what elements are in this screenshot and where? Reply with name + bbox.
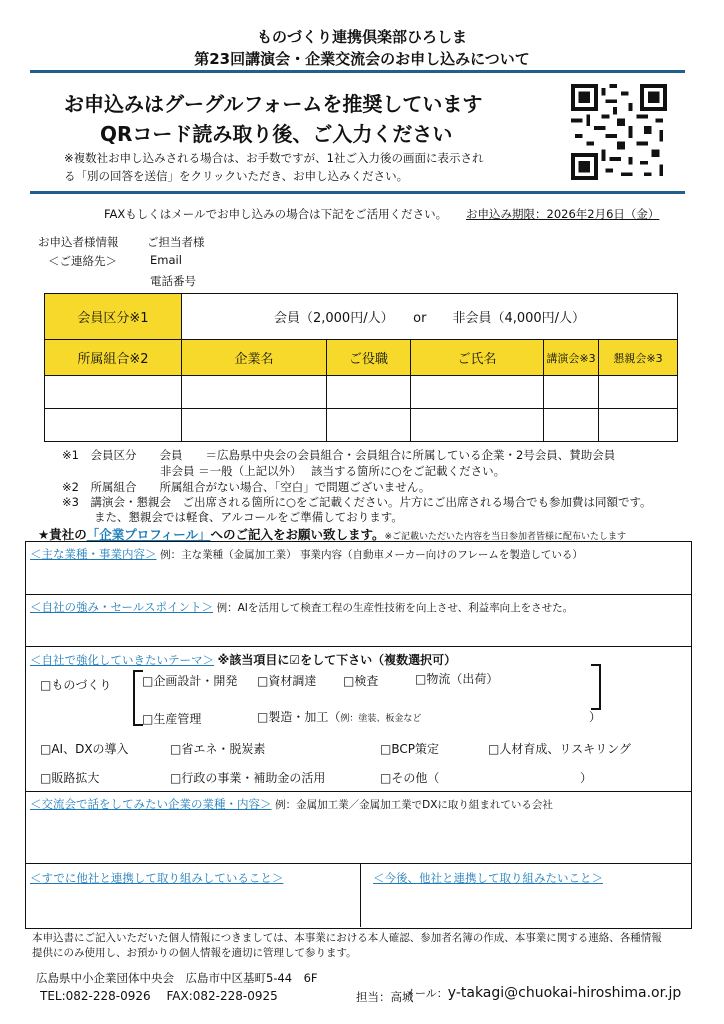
exchange-example: 例：金属加工業／金属加工業でDXに取り組まれている会社 [275,799,553,811]
section-rule [30,191,685,194]
col-union: 所属組合※2 [45,340,182,376]
privacy-line1: 本申込書にご記入いただいた個人情報につきましては、本事業における本人確認、参加者名簿の作成、本事業に関する連絡、各種情報 [32,932,662,944]
note-3: ※3 講演会・懇親会 ご出席される箇所に○をご記載ください。片方にご出席される場合でも参加費は同額です。 [62,495,652,509]
check-seizo[interactable]: □製造・加工（例：塗装、板金など [257,710,422,724]
theme-title: ＜自社で強化していきたいテーマ＞ [30,653,214,667]
col-company: 企業名 [182,340,327,376]
google-line2: QRコード読み取り後、ご入力ください [100,122,453,146]
member-price[interactable]: 会員（2,000円/人） [273,311,388,326]
check-shizai[interactable]: □資材調達 [257,674,317,688]
org-name: ものづくり連携倶楽部ひろしま [256,28,467,46]
theme-note: ※該当項目に☑をして下さい（複数選択可） [217,653,457,667]
already-title: ＜すでに他社と連携して取り組みしていること＞ [30,871,284,885]
business-example: 例：主な業種（金属加工業） 事業内容（自動車メーカー向けのフレームを製造している） [160,549,583,561]
col-position: ご役職 [327,340,411,376]
check-jinzai[interactable]: □人材育成、リスキリング [488,742,631,756]
check-energy[interactable]: □省エネ・脱炭素 [170,742,266,756]
business-section[interactable] [30,546,583,562]
strength-title: ＜自社の強み・セールスポイント＞ [30,600,213,614]
page-title: 第23回講演会・企業交流会のお申し込みについて [194,50,530,68]
check-butsuryu[interactable]: □物流（出荷） [415,672,499,686]
member-category-label: 会員区分※1 [45,294,182,340]
check-ai[interactable]: □AI、DXの導入 [40,742,129,756]
check-kensa[interactable]: □検査 [343,674,379,688]
check-seisan[interactable]: □生産管理 [142,712,202,726]
check-other-close: ） [580,771,593,785]
check-bcp[interactable]: □BCP策定 [380,742,439,756]
exchange-title: ＜交流会で話をしてみたい企業の業種・内容＞ [30,797,272,811]
footer-staff: 担当：高城 [356,990,414,1004]
mail-link[interactable]: y-takagi@chuokai-hiroshima.or.jp [447,985,682,1001]
check-seizo-close: ） [589,710,602,724]
qr-code-icon[interactable] [571,84,667,180]
theme-section [30,651,456,668]
check-gyosei[interactable]: □行政の事業・補助金の活用 [170,771,326,785]
google-note2: る「別の回答を送信」をクリックいただき、お申し込みください。 [64,169,409,183]
registration-table [44,293,678,442]
google-line1: お申込みはグーグルフォームを推奨しています [64,92,483,116]
note-2: ※2 所属組合 所属組合がない場合、「空白」で問題ございません。 [62,480,431,494]
phone-label[interactable]: 電話番号 [150,274,196,288]
table-row[interactable] [45,409,678,442]
profile-heading: ★貴社の「企業プロフィール」へのご記入をお願い致します。※ご記載いただいた内容を当日参加者皆様に配布いたします [38,527,627,542]
deadline: お申込み期限：2026年2月6日（金） [466,207,660,221]
exchange-section[interactable] [30,796,553,812]
footer-tel: TEL:082-228-0926 FAX:082-228-0925 [40,989,278,1003]
bracket-right [591,664,601,710]
or-text: or [413,311,427,326]
check-kikaku[interactable]: □企画設計・開発 [142,674,238,688]
applicant-info-label: お申込者様情報 [38,235,119,249]
profile-link: 「企業プロフィール」 [86,527,211,542]
contact-label: ＜ご連絡先＞ [48,254,117,268]
note-1b: 非会員 ＝一般（上記以外） 該当する箇所に○をご記載ください。 [160,464,506,478]
future-title: ＜今後、他社と連携して取り組みたいこと＞ [373,871,603,885]
check-other[interactable]: □その他（ [380,771,440,785]
table-row[interactable] [45,376,678,409]
person-label[interactable]: ご担当者様 [147,235,205,249]
check-hanro[interactable]: □販路拡大 [40,771,100,785]
footer-mail[interactable]: メール：y-takagi@chuokai-hiroshima.or.jp [404,985,682,1001]
google-note1: ※複数社お申し込みされる場合は、お手数ですが、1社ご入力後の画面に表示され [64,151,484,165]
member-options[interactable] [182,294,678,340]
title-rule [30,70,685,73]
col-name: ご氏名 [411,340,544,376]
privacy-line2: 提供にのみ使用し、お預かりの個人情報を適切に管理して参ります。 [32,947,357,959]
email-label[interactable]: Email [150,253,182,267]
future-section[interactable] [373,870,603,886]
strength-section[interactable] [30,599,573,615]
strength-example: 例：AIを活用して検査工程の生産性技術を向上させ、利益率向上をさせた。 [216,602,574,614]
business-title: ＜主な業種・事業内容＞ [30,547,157,561]
col-lecture: 講演会※3 [544,340,599,376]
col-party: 懇親会※3 [599,340,678,376]
fax-instructions: FAXもしくはメールでお申し込みの場合は下記をご活用ください。 [104,207,448,221]
footer-org: 広島県中小企業団体中央会 広島市中区基町5-44 6F [36,971,318,985]
note-3b: また、懇親会では軽食、アルコールをご準備しております。 [94,510,403,524]
nonmember-price[interactable]: 非会員（4,000円/人） [452,311,586,326]
check-monozukuri[interactable]: □ものづくり [40,678,112,692]
note-1: ※1 会員区分 会員 ＝広島県中央会の会員組合・会員組合に所属している企業・2号会員、賛助会員 [62,448,616,462]
already-section[interactable] [30,870,283,886]
